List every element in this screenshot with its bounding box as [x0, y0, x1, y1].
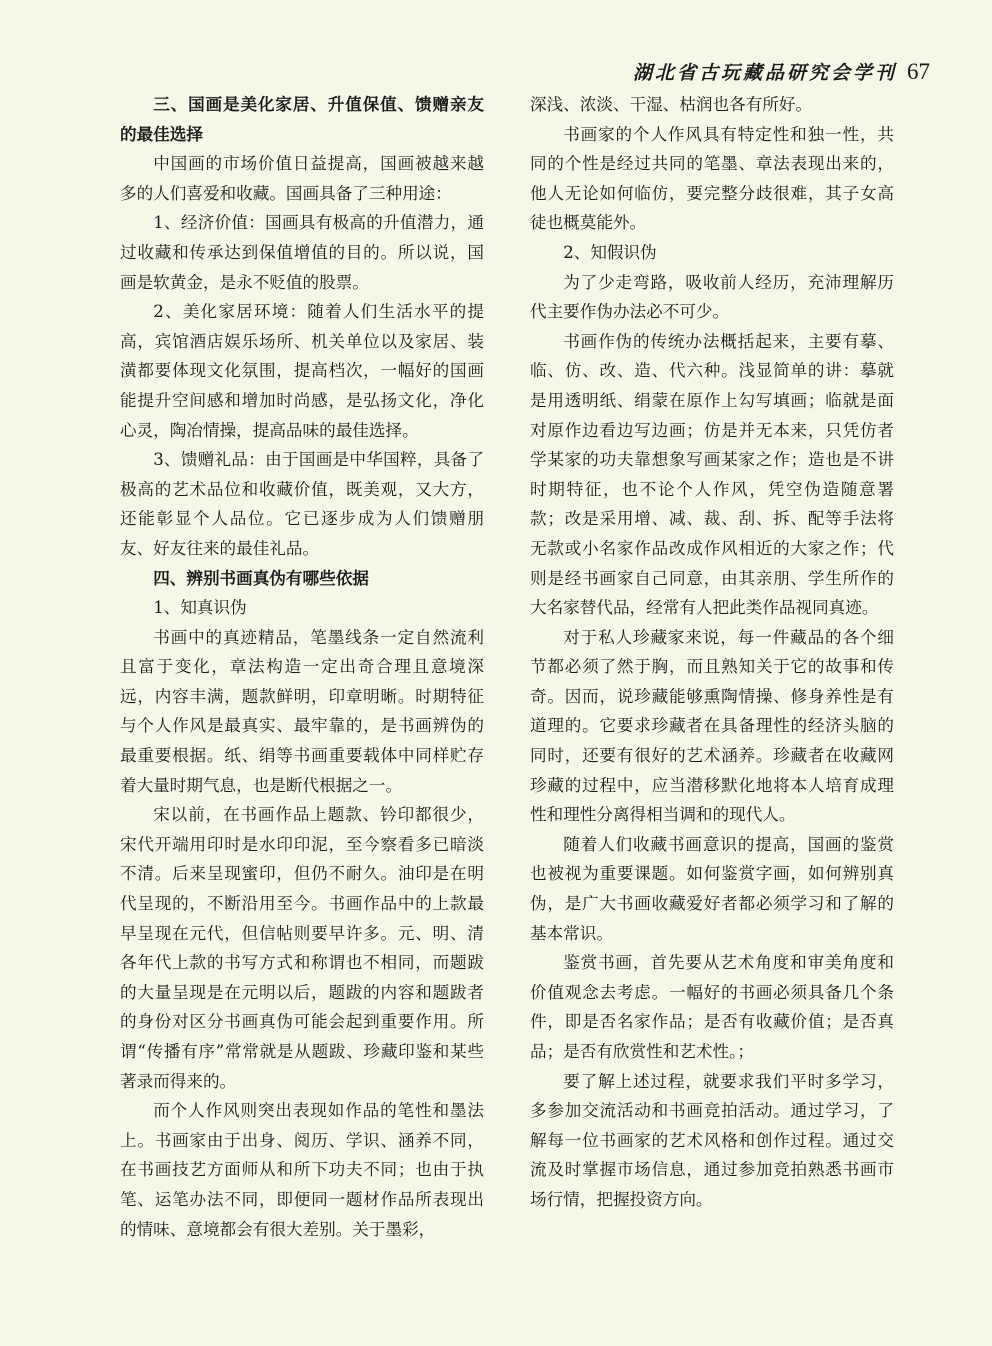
page-number: 67: [907, 59, 930, 84]
paragraph: 书画作伪的传统办法概括起来，主要有摹、临、仿、改、造、代六种。浅显简单的讲：摹就是用透明纸、绢蒙在原作上勾写填画；临就是面对原作边看边写边画；仿是并无本来，只凭仿者学某家的功夫靠想象写画某家之作；造也是不讲时期特征，也不论个人作风，凭空伪造随意署款；改是采用增、减、裁、刮、拆、配等手法将无款或小名家作品改成作风相近的大家之作；代则是经书画家自己同意，由其亲朋、学生所作的大名家替代品，经常有人把此类作品视同真迹。: [530, 331, 894, 618]
paragraph: 宋以前，在书画作品上题款、钤印都很少，宋代开端用印时是水印印泥，至今察看多已暗淡不清。后来呈现蜜印，但仍不耐久。油印是在明代呈现的，不断沿用至今。书画作品中的上款最早呈现在元代，但信帖则要早许多。元、明、清各年代上款的书写方式和称谓也不相同，而题跋的大量呈现是在元明以后，题跋的内容和题跋者的身份对区分书画真伪可能会起到重要作用。所谓“传播有序”常常就是从题跋、珍藏印鉴和某些著录而得来的。: [120, 805, 484, 1091]
paragraph: 鉴赏书画，首先要从艺术角度和审美角度和价值观念去考虑。一幅好的书画必须具备几个条件，即是否名家作品；是否有收藏价值；是否真品；是否有欣赏性和艺术性。；: [530, 953, 894, 1061]
left-column: [120, 90, 484, 1244]
paragraph: 中国画的市场价值日益提高，国画被越来越多的人们喜爱和收藏。国画具备了三种用途：: [120, 154, 484, 203]
paragraph: 书画中的真迹精品，笔墨线条一定自然流利且富于变化，章法构造一定出奇合理且意境深远，内容丰满，题款鲜明，印章明晰。时期特征与个人作风是最真实、最牢靠的，是书画辨伪的最重要根据。纸、绢等书画重要载体中同样贮存着大量时期气息，也是断代根据之一。: [120, 627, 484, 795]
paragraph: 3、馈赠礼品：由于国画是中华国粹，具备了极高的艺术品位和收藏价值，既美观，又大方，还能彰显个人品位。它已逐步成为人们馈赠朋友、好友往来的最佳礼品。: [120, 450, 484, 558]
section-heading-4: 四、辨别书画真伪有哪些依据: [153, 568, 369, 588]
paragraph: 而个人作风则突出表现如作品的笔性和墨法上。书画家由于出身、阅历、学识、涵养不同，在书画技艺方面师从和所下功夫不同；也由于执笔、运笔办法不同，即便同一题材作品所表现出的情味、意境都会有很大差别。关于墨彩，: [120, 1101, 484, 1239]
paragraph: 对于私人珍藏家来说，每一件藏品的各个细节都必须了然于胸，而且熟知关于它的故事和传奇。因而，说珍藏能够熏陶情操、修身养性是有道理的。它要求珍藏者在具备理性的经济头脑的同时，还要有很好的艺术涵养。珍藏者在收藏网珍藏的过程中，应当潜移默化地将本人培育成理性和理性分离得相当调和的现代人。: [530, 627, 894, 825]
paragraph: 1、经济价值：国画具有极高的升值潜力，通过收藏和传承达到保值增值的目的。所以说，国画是软黄金，是永不贬值的股票。: [120, 213, 484, 292]
section-heading-3: 三、国画是美化家居、升值保值、馈赠亲友的最佳选择: [120, 95, 484, 144]
subheading: 2、知假识伪: [563, 242, 657, 262]
paragraph: 要了解上述过程，就要求我们平时多学习，多参加交流活动和书画竞拍活动。通过学习，了解每一位书画家的艺术风格和创作过程。通过交流及时掌握市场信息，通过参加竞拍熟悉书画市场行情，把握投资方向。: [530, 1071, 894, 1209]
right-column: [530, 90, 894, 1215]
paragraph-continuation: 深浅、浓淡、干湿、枯润也各有所好。: [530, 95, 813, 114]
page-header: [633, 58, 930, 85]
paragraph: 2、美化家居环境：随着人们生活水平的提高，宾馆酒店娱乐场所、机关单位以及家居、装潢都要体现文化氛围，提高档次，一幅好的国画能提升空间感和增加时尚感，是弘扬文化，净化心灵，陶冶情操，提高品味的最佳选择。: [120, 302, 484, 440]
paragraph: 为了少走弯路，吸收前人经历，充沛理解历代主要作伪办法必不可少。: [530, 272, 894, 322]
journal-title: 湖北省古玩藏品研究会学刊: [632, 62, 897, 84]
paragraph: 书画家的个人作风具有特定性和独一性，共同的个性是经过共同的笔墨、章法表现出来的，他人无论如何临仿，要完整分歧很难，其子女高徒也概莫能外。: [530, 124, 894, 233]
subheading: 1、知真识伪: [153, 598, 247, 618]
paragraph: 随着人们收藏书画意识的提高，国画的鉴赏也被视为重要课题。如何鉴赏字画，如何辨别真伪，是广大书画收藏爱好者都必须学习和了解的基本常识。: [530, 834, 894, 943]
